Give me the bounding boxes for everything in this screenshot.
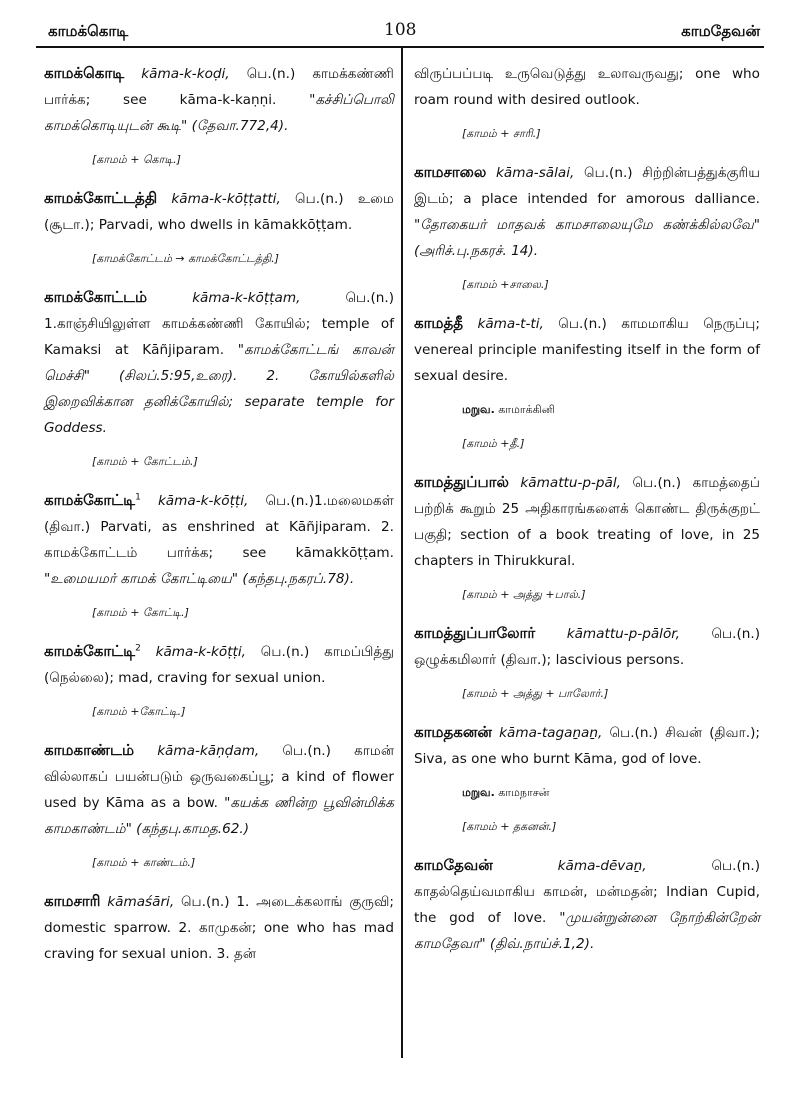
dictionary-entry <box>414 469 760 574</box>
synonym-label: மறுவ. <box>462 403 495 416</box>
etymology: [காமம் +தீ.] <box>462 437 525 450</box>
dictionary-entry <box>44 638 394 691</box>
headword: காமக்கோட்டி <box>44 642 136 660</box>
headword: காமதகனன் <box>414 723 492 741</box>
definition: பெ.(n.)1.மலைமகள் (திவா.) Parvati, as enshrined at Kāñjiparam. 2. காமக்கோட்டம் பார்க்க; see kāmakkōṭṭam. <box>44 493 395 561</box>
definition: பெ.(n.) 1.காஞ்சியிலுள்ள காமக்கண்ணி கோயில்; temple of Kamaksi at Kāñjiparam. <box>44 290 395 358</box>
dictionary-entry <box>414 60 760 113</box>
transliteration: kāma-k-kōṭṭam, <box>192 290 301 306</box>
transliteration: kāma-sālai, <box>496 165 575 181</box>
synonym: காமாக்கினி <box>498 403 555 416</box>
transliteration: kāmattu-p-pāl, <box>520 475 621 491</box>
citation: "காமக்கோட்டங் காவன் மெச்சி" (சிலப்.5:95,உரை). 2. கோயில்களில் இறைவிக்கான தனிக்கோயில்; separate temple for Goddess. <box>44 342 394 436</box>
definition: பெ.(n.) காதல்தெய்வமாகிய காமன், மன்மதன்; Indian Cupid, the god of love. <box>414 858 760 926</box>
definition: பெ.(n.) காமத்தைப் பற்றிக் கூறும் 25 அதிகாரங்களைக் கொண்ட திருக்குறட் பகுதி; section of a book treating of love, in 25 chapters in Thirukkural. <box>414 475 760 569</box>
headword: காமக்கோட்டத்தி <box>44 189 158 207</box>
etymology: [காமம் +சாலை.] <box>462 278 549 291</box>
dictionary-entry <box>44 185 394 238</box>
dictionary-entry <box>44 888 394 967</box>
headword: காமத்துப்பால் <box>414 473 509 491</box>
headword: காமக்கொடி <box>44 64 125 82</box>
transliteration: kāma-dēvaṉ, <box>557 858 647 874</box>
headword: காமசாரி <box>44 892 101 910</box>
etymology: [காமம் + அத்து +பால்.] <box>462 588 586 601</box>
transliteration: kāma-tagaṉaṉ, <box>499 725 603 741</box>
citation: "தோகையர் மாதவக் காமசாலையுமே கண்க்கில்லவே" (அரிச்.பு.நகரச். 14). <box>414 217 760 259</box>
definition: பெ.(n.) ஒழுக்கமிலார் (திவா.); lascivious persons. <box>414 626 760 668</box>
headword: காமக்கோட்டம் <box>44 288 148 306</box>
definition: பெ.(n.) சிற்றின்பத்துக்குரிய இடம்; a place intended for amorous dalliance. <box>414 165 760 207</box>
left-column <box>44 60 394 975</box>
headword: காமதேவன் <box>414 856 493 874</box>
headword: காமத்துப்பாலோர் <box>414 624 536 642</box>
definition: பெ.(n.) காமப்பித்து (நெல்லை); mad, craving for sexual union. <box>44 644 394 686</box>
transliteration: kāma-t-ti, <box>477 316 544 332</box>
dictionary-entry <box>414 620 760 673</box>
citation: "கயக்க ணின்ற பூவின்மிக்க காமகாண்டம்" (கந்தபு.காமத.62.) <box>44 795 394 837</box>
transliteration: kāma-k-kōṭṭi, <box>155 644 246 660</box>
page-header <box>0 0 800 48</box>
etymology: [காமம் + அத்து + பாலோர்.] <box>462 687 609 700</box>
synonym-label: மறுவ. <box>462 786 495 799</box>
etymology: [காமம் + கொடி.] <box>92 153 181 166</box>
etymology: [காமம் + கோட்டி.] <box>92 606 189 619</box>
dictionary-entry <box>414 310 760 389</box>
left-guide-word: காமக்கொடி <box>48 22 129 40</box>
headword: காமத்தீ <box>414 314 464 332</box>
dictionary-entry <box>414 159 760 264</box>
dictionary-entry <box>414 852 760 957</box>
synonym-line <box>414 397 760 423</box>
definition: பெ.(n.) 1. அடைக்கலாங் குருவி; domestic sparrow. 2. காமுகன்; one who has mad craving for sexual union. 3. தன் <box>44 894 394 962</box>
citation: "முயன்றுன்னை நோற்கின்றேன் காமதேவா" (திவ்.நாய்ச்.1,2). <box>414 910 760 952</box>
headword: காமக்கோட்டி <box>44 491 136 509</box>
citation: "உமையமர் காமக் கோட்டியை" (கந்தபு.நகரப்.78). <box>44 571 355 587</box>
right-column <box>414 60 760 965</box>
definition: பெ.(n.) சிவன் (திவா.); Siva, as one who burnt Kāma, god of love. <box>414 725 760 767</box>
etymology: [காமம் + காண்டம்.] <box>92 856 196 869</box>
definition: பெ.(n.) காமன் வில்லாகப் பயன்படும் ஒருவகைப்பூ; a kind of flower used by Kāma as a bow. <box>44 743 394 811</box>
definition: பெ.(n.) காமக்கண்ணி பார்க்க; see kāma-k-kaṇṇi. <box>44 66 395 108</box>
citation: "கச்சிப்பொலி காமக்கொடியுடன் கூடி" (தேவா.772,4). <box>44 92 394 134</box>
homonym-number: 2 <box>135 643 141 654</box>
dictionary-entry <box>44 737 394 842</box>
transliteration: kāmattu-p-pālōr, <box>566 626 680 642</box>
synonym: காமநாசன் <box>498 786 550 799</box>
headword: காமசாலை <box>414 163 487 181</box>
dictionary-entry <box>44 60 394 139</box>
column-divider <box>401 48 403 1058</box>
transliteration: kāmaśāri, <box>107 894 175 910</box>
transliteration: kāma-kāṇḍam, <box>157 743 260 759</box>
etymology: [காமம் + தகனன்.] <box>462 820 557 833</box>
headword: காமகாண்டம் <box>44 741 135 759</box>
etymology: [காமம் +கோட்டி.] <box>92 705 186 718</box>
definition: விருப்பப்படி உருவெடுத்து உலாவருவது; one who roam round with desired outlook. <box>414 66 760 108</box>
right-guide-word: காமதேவன் <box>681 22 760 40</box>
definition: பெ.(n.) காமமாகிய நெருப்பு; venereal principle manifesting itself in the form of sexual desire. <box>414 316 760 384</box>
header-rule <box>36 46 764 48</box>
dictionary-entry <box>414 719 760 772</box>
etymology: [காமம் + சாரி.] <box>462 127 541 140</box>
page-number: 108 <box>384 20 417 40</box>
synonym-line <box>414 780 760 806</box>
definition: பெ.(n.) உமை (சூடா.); Parvadi, who dwells in kāmakkōṭṭam. <box>44 191 394 233</box>
etymology: [காமம் + கோட்டம்.] <box>92 455 198 468</box>
homonym-number: 1 <box>135 492 141 503</box>
dictionary-entry <box>44 284 394 441</box>
transliteration: kāma-k-koḍi, <box>141 66 230 82</box>
transliteration: kāma-k-kōṭṭatti, <box>171 191 281 207</box>
etymology: [காமக்கோட்டம் → காமக்கோட்டத்தி.] <box>92 252 279 265</box>
dictionary-entry <box>44 487 394 592</box>
transliteration: kāma-k-kōṭṭi, <box>157 493 249 509</box>
